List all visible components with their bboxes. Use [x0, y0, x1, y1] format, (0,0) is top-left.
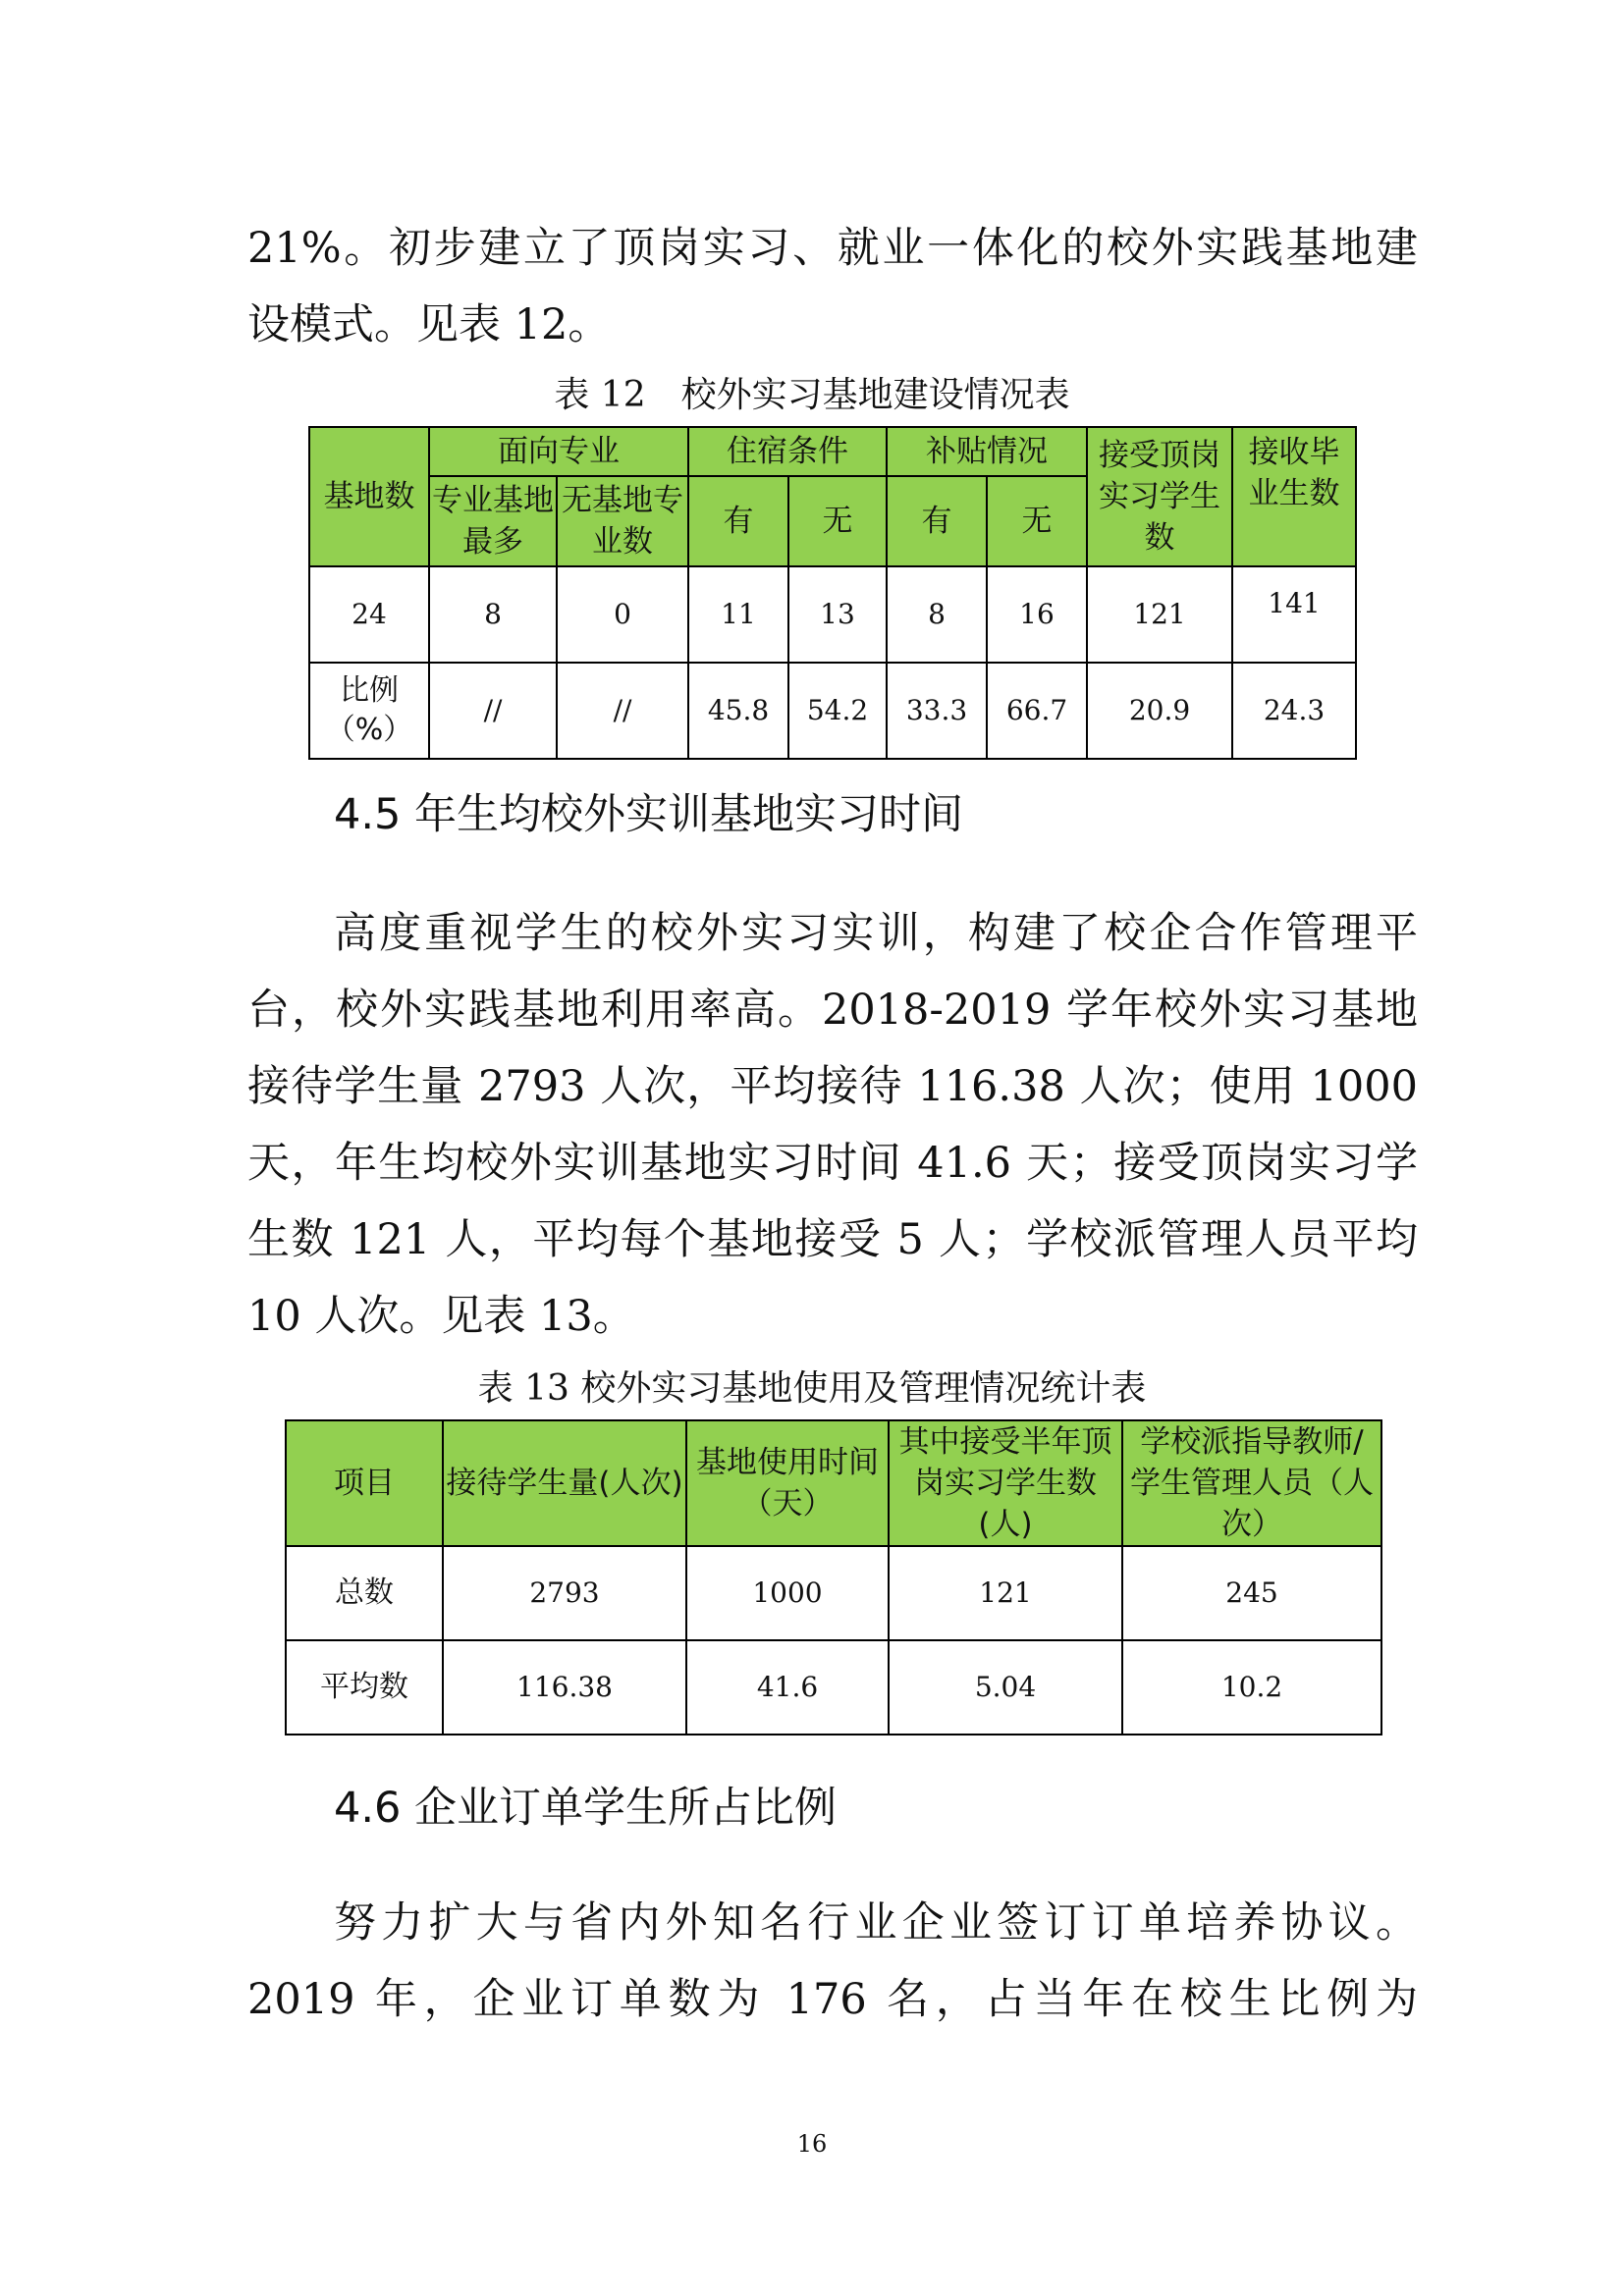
- table-cell: 5.04: [889, 1640, 1122, 1735]
- table-13: [285, 1419, 1382, 1735]
- table-cell: 24: [309, 566, 429, 663]
- table-cell: //: [557, 663, 688, 759]
- header-accommodation-no: 无: [788, 476, 887, 566]
- header-base-count: 基地数: [309, 427, 429, 566]
- paragraph-line: 2019 年，企业订单数为 176 名，占当年在校生比例为: [247, 1975, 1418, 2024]
- table-cell: 10.2: [1122, 1640, 1381, 1735]
- row-label-average: 平均数: [286, 1640, 443, 1735]
- table-12: [308, 426, 1357, 760]
- header-subsidy-no: 无: [987, 476, 1087, 566]
- header-subsidy-yes: 有: [887, 476, 987, 566]
- table-cell: 20.9: [1087, 663, 1232, 759]
- section-heading: 4.5 年生均校外实训基地实习时间: [334, 790, 964, 839]
- table-cell: 16: [987, 566, 1087, 663]
- paragraph-line: 天，年生均校外实训基地实习时间 41.6 天；接受顶岗实习学: [247, 1139, 1418, 1188]
- table-cell: 11: [688, 566, 788, 663]
- page-number: 16: [796, 2130, 828, 2158]
- table-cell: 8: [887, 566, 987, 663]
- table-cell: 45.8: [688, 663, 788, 759]
- header-item: 项目: [286, 1420, 443, 1546]
- header-accommodation: 住宿条件: [688, 427, 887, 476]
- table-cell: //: [429, 663, 557, 759]
- table-cell: 1000: [686, 1546, 889, 1640]
- table-cell: 8: [429, 566, 557, 663]
- header-most-bases: 专业基地最多: [429, 476, 557, 566]
- table-cell: 24.3: [1232, 663, 1356, 759]
- table-cell: 0: [557, 566, 688, 663]
- row-label-ratio: 比例（%）: [309, 663, 429, 759]
- paragraph-line: 接待学生量 2793 人次，平均接待 116.38 人次；使用 1000: [247, 1062, 1418, 1111]
- header-subsidy: 补贴情况: [887, 427, 1087, 476]
- paragraph-line: 10 人次。见表 13。: [247, 1292, 635, 1341]
- paragraph-line: 设模式。见表 12。: [247, 300, 611, 349]
- table-cell: 41.6: [686, 1640, 889, 1735]
- table-cell: 2793: [443, 1546, 686, 1640]
- paragraph-line: 努力扩大与省内外知名行业企业签订订单培养协议。: [334, 1898, 1418, 1948]
- table-cell: 33.3: [887, 663, 987, 759]
- header-accommodation-yes: 有: [688, 476, 788, 566]
- table-cell: 54.2: [788, 663, 887, 759]
- paragraph-line: 台，校外实践基地利用率高。2018-2019 学年校外实习基地: [247, 986, 1418, 1035]
- table-cell: 245: [1122, 1546, 1381, 1640]
- header-students-received: 接待学生量(人次): [443, 1420, 686, 1546]
- paragraph-line: 高度重视学生的校外实习实训，构建了校企合作管理平: [334, 909, 1418, 958]
- table-cell: 121: [889, 1546, 1122, 1640]
- table-12-caption: 表 12 校外实习基地建设情况表: [554, 375, 1070, 415]
- header-halfyear-interns: 其中接受半年顶岗实习学生数(人): [889, 1420, 1122, 1546]
- header-supervisors: 学校派指导教师/学生管理人员（人次）: [1122, 1420, 1381, 1546]
- table-cell: 141: [1232, 566, 1356, 663]
- table-cell: 13: [788, 566, 887, 663]
- table-cell: 116.38: [443, 1640, 686, 1735]
- header-internship-students: 接受顶岗实习学生数: [1087, 427, 1232, 566]
- paragraph-line: 生数 121 人，平均每个基地接受 5 人；学校派管理人员平均: [247, 1215, 1418, 1264]
- header-graduates: 接收毕业生数: [1232, 427, 1356, 566]
- table-cell: 66.7: [987, 663, 1087, 759]
- section-heading: 4.6 企业订单学生所占比例: [334, 1784, 838, 1833]
- row-label-total: 总数: [286, 1546, 443, 1640]
- paragraph-line: 21%。初步建立了顶岗实习、就业一体化的校外实践基地建: [247, 224, 1418, 273]
- header-usage-days: 基地使用时间（天）: [686, 1420, 889, 1546]
- header-no-base: 无基地专业数: [557, 476, 688, 566]
- table-cell: 121: [1087, 566, 1232, 663]
- header-major: 面向专业: [429, 427, 688, 476]
- table-13-caption: 表 13 校外实习基地使用及管理情况统计表: [477, 1368, 1147, 1409]
